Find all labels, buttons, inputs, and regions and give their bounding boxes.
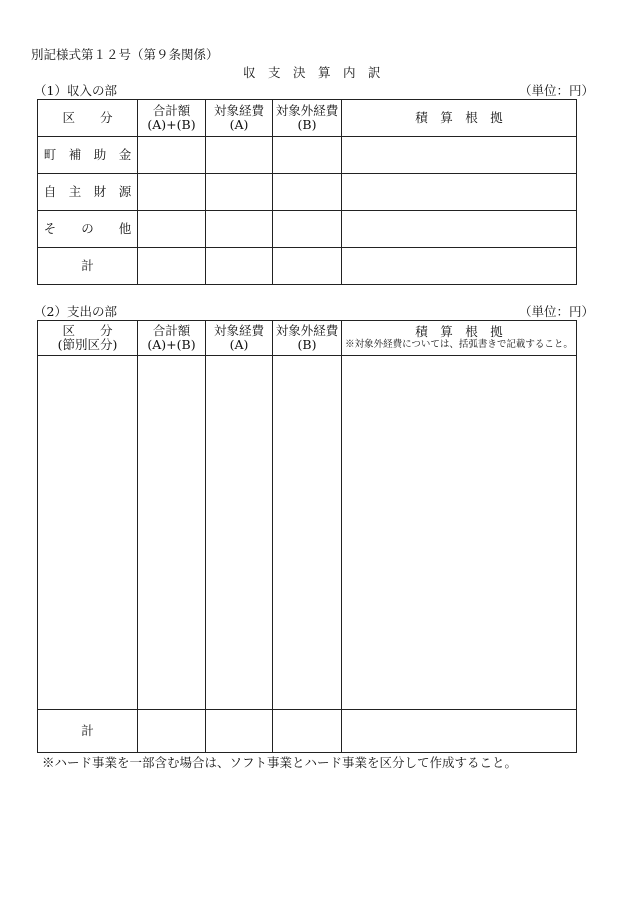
income-cell[interactable] xyxy=(342,137,577,174)
income-header-non-eligible: 対象外経費 (B) xyxy=(273,100,342,137)
expense-header-category: 区 分 (節別区分) xyxy=(38,321,138,356)
income-cell[interactable] xyxy=(206,174,273,211)
expense-header-basis: 積 算 根 拠 ※対象外経費については、括弧書きで記載すること。 xyxy=(342,321,577,356)
income-table xyxy=(37,99,577,285)
expense-total-label: 計 xyxy=(38,710,138,753)
form-number: 別記様式第１２号（第９条関係） xyxy=(31,47,219,62)
income-row-label: そ の 他 xyxy=(38,211,138,248)
income-header-category: 区 分 xyxy=(38,100,138,137)
income-header-total: 合計額 (A)+(B) xyxy=(138,100,206,137)
income-cell[interactable] xyxy=(342,248,577,285)
income-header-eligible: 対象経費 (A) xyxy=(206,100,273,137)
page-title: 収 支 決 算 内 訳 xyxy=(243,65,381,80)
expense-cell[interactable] xyxy=(273,356,342,710)
expense-cell[interactable] xyxy=(342,356,577,710)
income-total-label: 計 xyxy=(38,248,138,285)
income-cell[interactable] xyxy=(138,211,206,248)
expense-cell[interactable] xyxy=(206,356,273,710)
expense-header-non-eligible: 対象外経費 (B) xyxy=(273,321,342,356)
income-cell[interactable] xyxy=(138,137,206,174)
expense-cell[interactable] xyxy=(206,710,273,753)
table-row xyxy=(38,211,577,248)
income-cell[interactable] xyxy=(342,174,577,211)
table-row xyxy=(38,356,577,710)
income-cell[interactable] xyxy=(273,137,342,174)
expense-table xyxy=(37,320,577,753)
expense-cell[interactable] xyxy=(273,710,342,753)
income-row-label: 自 主 財 源 xyxy=(38,174,138,211)
table-row xyxy=(38,248,577,285)
basis-note: ※対象外経費については、括弧書きで記載すること。 xyxy=(345,339,573,350)
income-header-basis: 積 算 根 拠 xyxy=(342,100,577,137)
income-cell[interactable] xyxy=(138,248,206,285)
income-row-label: 町 補 助 金 xyxy=(38,137,138,174)
expense-header-total: 合計額 (A)+(B) xyxy=(138,321,206,356)
expense-cell[interactable] xyxy=(138,710,206,753)
table-row xyxy=(38,710,577,753)
expense-section-title: （2）支出の部 xyxy=(34,304,117,319)
expense-header-eligible: 対象経費 (A) xyxy=(206,321,273,356)
expense-cell[interactable] xyxy=(342,710,577,753)
expense-unit: （単位：円） xyxy=(519,304,595,319)
expense-cell[interactable] xyxy=(38,356,138,710)
footnote: ※ハード事業を一部含む場合は、ソフト事業とハード事業を区分して作成すること。 xyxy=(42,755,518,770)
income-cell[interactable] xyxy=(273,248,342,285)
income-unit: （単位：円） xyxy=(519,83,595,98)
table-row xyxy=(38,174,577,211)
expense-cell[interactable] xyxy=(138,356,206,710)
income-cell[interactable] xyxy=(206,137,273,174)
income-section-title: （1）収入の部 xyxy=(34,83,117,98)
income-cell[interactable] xyxy=(342,211,577,248)
table-row xyxy=(38,137,577,174)
income-cell[interactable] xyxy=(138,174,206,211)
income-cell[interactable] xyxy=(273,211,342,248)
income-cell[interactable] xyxy=(206,248,273,285)
income-cell[interactable] xyxy=(206,211,273,248)
income-cell[interactable] xyxy=(273,174,342,211)
